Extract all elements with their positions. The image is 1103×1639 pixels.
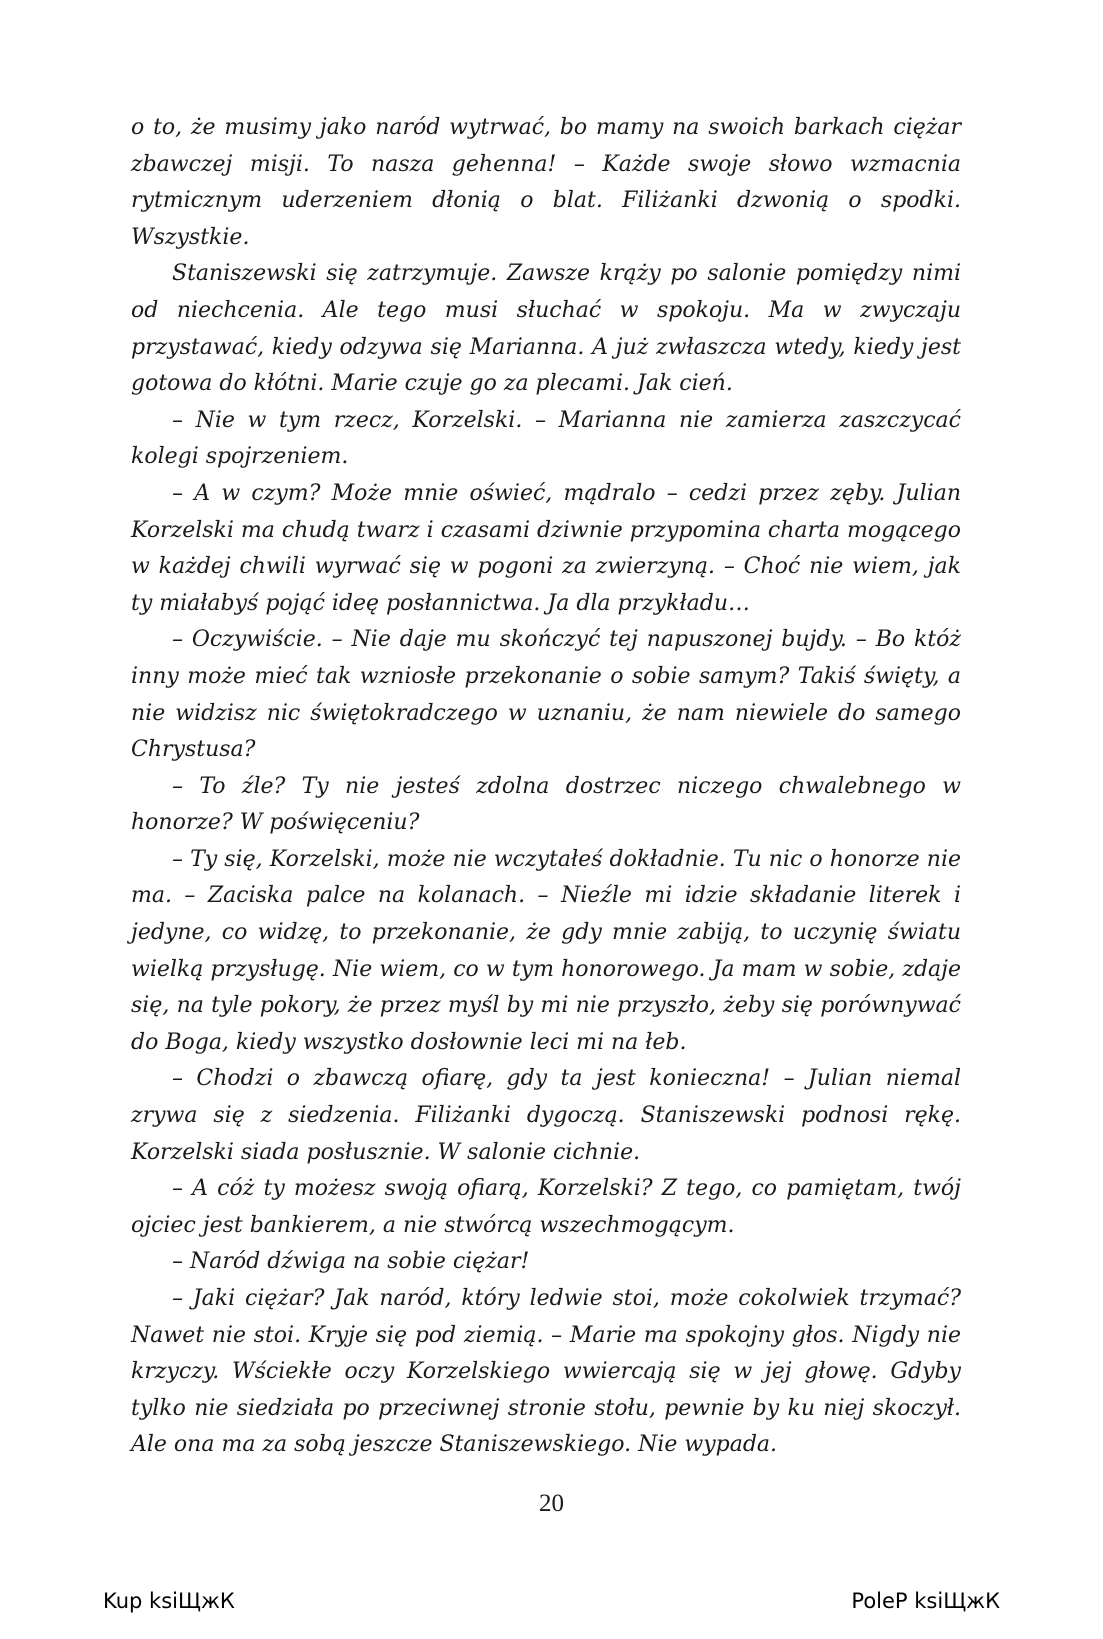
paragraph: – A w czym? Może mnie oświeć, mądralo – cedzi przez zęby. Julian Korzelski ma chudą twarz i czasami dziwnie przypomina charta mogącego w każdej chwili wyrwać się w pogoni za zwierzyną. – Choć nie wiem, jak ty miałabyś pojąć ideę posłannictwa. Ja dla przykładu… bbox=[131, 480, 961, 616]
paragraph: – Oczywiście. – Nie daje mu skończyć tej napuszonej bujdy. – Bo któż inny może mieć tak wzniosłe przekonanie o sobie samym? Takiś święty, a nie widzisz nic świętokradczego w uznaniu, że nam niewiele do samego Chrystusa? bbox=[131, 627, 961, 763]
paragraph: – Ty się, Korzelski, może nie wczytałeś dokładnie. Tu nic o honorze nie ma. – Zaciska palce na kolanach. – Nieźle mi idzie składanie literek i jedyne, co widzę, to przekonanie, że gdy mnie zabiją, to uczynię światu wielką przysługę. Nie wiem, co w tym honorowego. Ja mam w sobie, zdaje się, na tyle pokory, że przez myśl by mi nie przyszło, żeby się porównywać do Boga, kiedy wszystko dosłownie leci mi na łeb. bbox=[131, 846, 961, 1055]
paragraph: Staniszewski się zatrzymuje. Zawsze krąży po salonie pomiędzy nimi od niechcenia. Ale tego musi słuchać w spokoju. Ma w zwyczaju przystawać, kiedy odzywa się Marianna. A już zwłaszcza wtedy, kiedy jest gotowa do kłótni. Marie czuje go za plecami. Jak cień. bbox=[131, 261, 961, 397]
paragraph: – A cóż ty możesz swoją ofiarą, Korzelski? Z tego, co pamiętam, twój ojciec jest bankierem, a nie stwórcą wszechmogącym. bbox=[131, 1176, 961, 1238]
paragraph: – Jaki ciężar? Jak naród, który ledwie stoi, może cokolwiek trzymać? Nawet nie stoi. Kryje się pod ziemią. – Marie ma spokojny głos. Nigdy nie krzyczy. Wściekłe oczy Korzelskiego wwiercają się w jej głowę. Gdyby tylko nie siedziała po przeciwnej stronie stołu, pewnie by ku niej skoczył. Ale ona ma za sobą jeszcze Staniszewskiego. Nie wypada. bbox=[131, 1286, 961, 1458]
paragraph: – Naród dźwiga na sobie ciężar! bbox=[172, 1249, 530, 1275]
body-text bbox=[131, 110, 961, 1464]
page-number: 20 bbox=[539, 1490, 564, 1517]
paragraph: – To źle? Ty nie jesteś zdolna dostrzec niczego chwalebnego w honorze? W poświęceniu? bbox=[131, 773, 961, 836]
paragraph: – Chodzi o zbawczą ofiarę, gdy ta jest konieczna! – Julian niemal zrywa się z siedzenia. Filiżanki dygoczą. Staniszewski podnosi rękę. Korzelski siada posłusznie. W salonie cichnie. bbox=[131, 1066, 961, 1165]
paragraph: o to, że musimy jako naród wytrwać, bo mamy na swoich barkach ciężar zbawczej misji. To nasza gehenna! – Każde swoje słowo wzmacnia rytmicznym uderzeniem dłonią o blat. Filiżanki dzwonią o spodki. Wszystkie. bbox=[131, 115, 961, 250]
paragraph: – Nie w tym rzecz, Korzelski. – Marianna nie zamierza zaszczycać kolegi spojrzeniem. bbox=[131, 407, 961, 470]
recommend-book-link[interactable]: PoleP ksiЩжК bbox=[851, 1589, 1000, 1613]
buy-book-link[interactable]: Kup ksiЩжК bbox=[103, 1589, 235, 1613]
